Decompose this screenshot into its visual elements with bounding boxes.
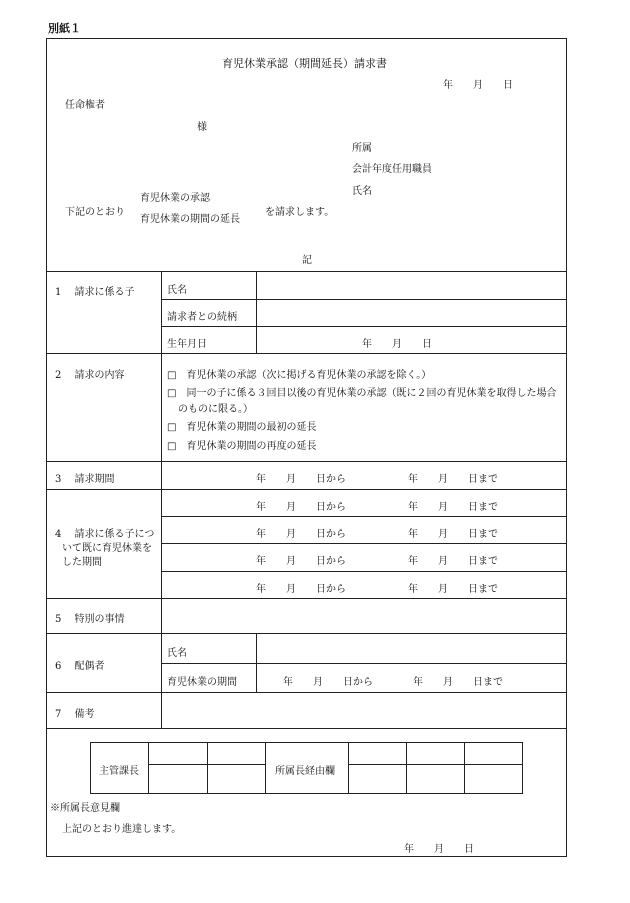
child-name-field[interactable] bbox=[258, 272, 566, 298]
section2-label: 2 請求の内容 bbox=[55, 370, 125, 381]
department-head-opinion-label: ※所属長意見欄 bbox=[50, 803, 120, 814]
forward-date[interactable]: 年 月 日 bbox=[404, 844, 474, 855]
prior-leave-from[interactable]: 年 月 日から bbox=[256, 556, 346, 567]
section4-label-line: 4 請求に係る子につ bbox=[55, 529, 155, 540]
applicant-position: 会計年度任用職員 bbox=[352, 164, 432, 175]
form-title: 育児休業承認（期間延長）請求書 bbox=[222, 57, 387, 70]
period-to[interactable]: 年 月 日まで bbox=[408, 474, 498, 485]
spouse-leave-to[interactable]: 年 月 日まで bbox=[413, 677, 503, 688]
request-option-extension: 育児休業の期間の延長 bbox=[140, 214, 240, 225]
prior-leave-to[interactable]: 年 月 日まで bbox=[408, 556, 498, 567]
prior-leave-to[interactable]: 年 月 日まで bbox=[408, 584, 498, 595]
prior-leave-to[interactable]: 年 月 日まで bbox=[408, 529, 498, 540]
section7-label: 7 備考 bbox=[55, 709, 95, 720]
section1-label: 1 請求に係る子 bbox=[55, 287, 135, 298]
request-content-option[interactable]: □ 育児休業の承認（次に掲げる育児休業の承認を除く。） bbox=[167, 370, 432, 381]
applicant-affiliation: 所属 bbox=[352, 143, 372, 154]
request-content-option-continuation: のものに限る。） bbox=[178, 404, 253, 415]
supervisor-label: 主管課長 bbox=[99, 766, 139, 777]
document-tag: 別紙１ bbox=[48, 22, 81, 35]
spouse-leave-period-label: 育児休業の期間 bbox=[167, 677, 237, 688]
honorific: 様 bbox=[197, 122, 207, 133]
addressee: 任命権者 bbox=[65, 100, 105, 111]
section3-label: 3 請求期間 bbox=[55, 474, 115, 485]
spouse-name-field[interactable] bbox=[258, 635, 566, 662]
section5-label: 5 特別の事情 bbox=[55, 614, 125, 625]
prior-leave-from[interactable]: 年 月 日から bbox=[256, 529, 346, 540]
request-content-option[interactable]: □ 育児休業の期間の再度の延長 bbox=[167, 441, 317, 452]
period-from[interactable]: 年 月 日から bbox=[256, 474, 346, 485]
request-suffix: を請求します。 bbox=[265, 207, 335, 218]
prior-leave-from[interactable]: 年 月 日から bbox=[256, 502, 346, 513]
child-birth-date[interactable]: 年 月 日 bbox=[362, 339, 432, 350]
request-option-approval: 育児休業の承認 bbox=[140, 193, 210, 204]
child-name-label: 氏名 bbox=[167, 285, 187, 296]
spouse-name-label: 氏名 bbox=[167, 648, 187, 659]
section6-label: 6 配偶者 bbox=[55, 661, 105, 672]
forward-statement: 上記のとおり進達します。 bbox=[62, 824, 182, 835]
via-department-head-label: 所属長経由欄 bbox=[275, 766, 335, 777]
child-birth-label: 生年月日 bbox=[167, 339, 207, 350]
remarks-field[interactable] bbox=[163, 694, 565, 727]
applicant-name-label: 氏名 bbox=[352, 186, 372, 197]
child-relation-field[interactable] bbox=[258, 300, 566, 325]
special-circumstances-field[interactable] bbox=[163, 600, 565, 632]
section4-label-line: いて既に育児休業を bbox=[62, 543, 152, 554]
ki-heading: 記 bbox=[302, 255, 312, 266]
request-date: 年 月 日 bbox=[443, 80, 513, 91]
request-content-option[interactable]: □ 同一の子に係る３回目以後の育児休業の承認（既に２回の育児休業を取得した場合 bbox=[167, 388, 557, 399]
prior-leave-to[interactable]: 年 月 日まで bbox=[408, 502, 498, 513]
request-content-option[interactable]: □ 育児休業の期間の最初の延長 bbox=[167, 422, 317, 433]
prior-leave-from[interactable]: 年 月 日から bbox=[256, 584, 346, 595]
spouse-leave-from[interactable]: 年 月 日から bbox=[283, 677, 373, 688]
section4-label-line: した期間 bbox=[62, 557, 102, 568]
child-relation-label: 請求者との続柄 bbox=[167, 312, 237, 323]
request-prefix: 下記のとおり bbox=[65, 207, 125, 218]
